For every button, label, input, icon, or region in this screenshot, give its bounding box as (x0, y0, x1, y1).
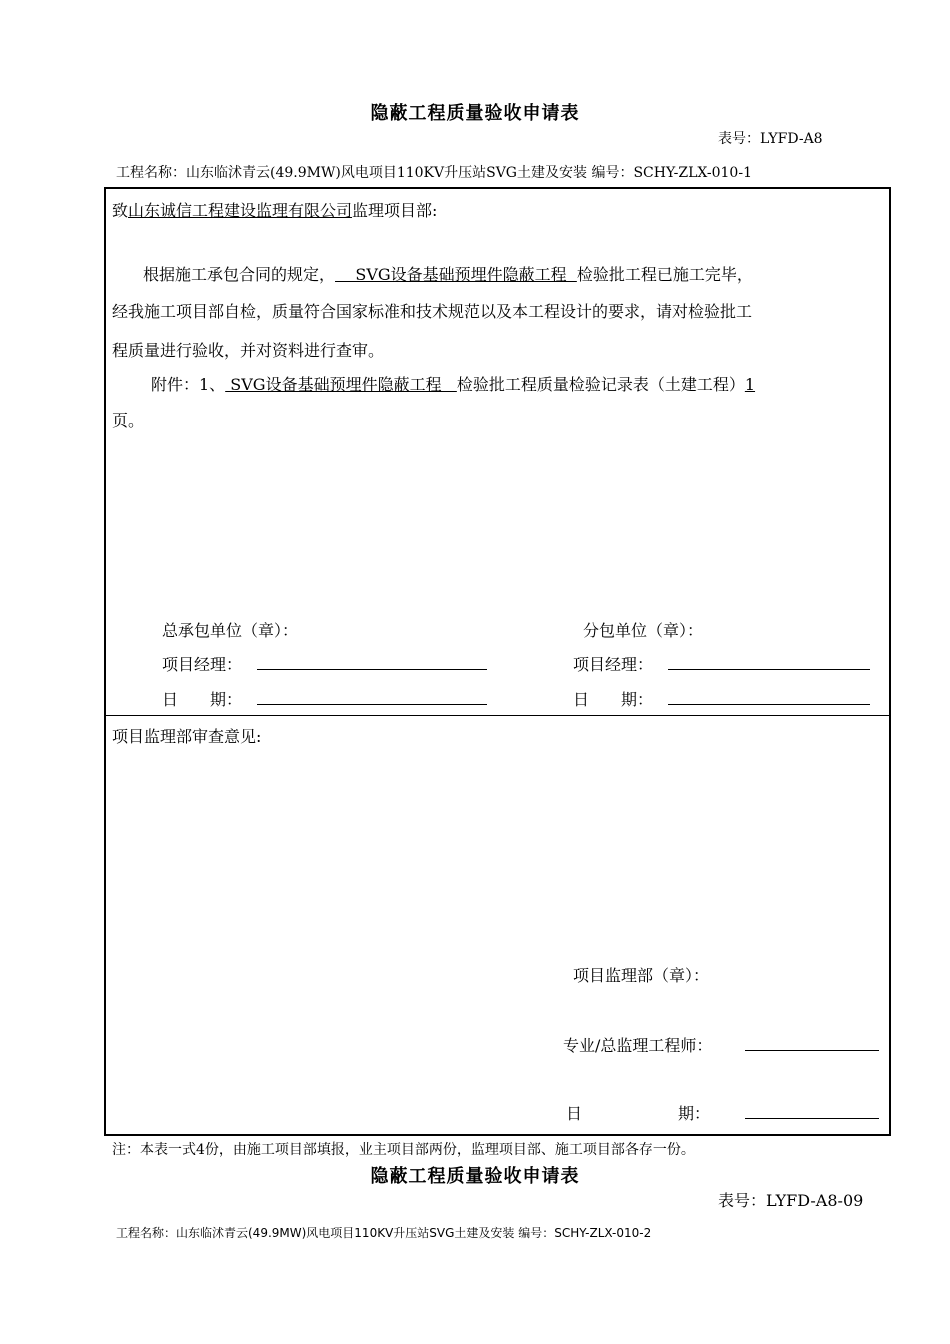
form2-title: 隐蔽工程质量验收申请表 (370, 1166, 580, 1187)
date-label-left: 日 期： (162, 690, 243, 709)
supervisor-company: 山东诚信工程建设监理有限公司 (128, 201, 353, 220)
addressee-line (112, 198, 437, 221)
paragraph-line-3: 程质量进行验收，并对资料进行查审。 (112, 341, 385, 360)
attachment-prefix: 附件：1、 (151, 375, 226, 394)
date-line-right[interactable] (668, 704, 870, 705)
date-label-right: 日 期： (573, 690, 654, 709)
para1-text-b: 检验批工程已施工完毕， (576, 265, 753, 284)
form-number: 表号：LYFD-A8 (718, 131, 823, 147)
form2-project-info-line: 工程名称：山东临沭青云(49.9MW)风电项目110KV升压站SVG土建及安装 编号：SCHY-ZLX-010-2 (116, 1226, 652, 1240)
attachment-record-name: 检验批工程质量检验记录表（土建工程） (456, 375, 745, 394)
pm-signature-line-right[interactable] (668, 669, 870, 670)
subcontractor-seal-label: 分包单位（章）： (583, 621, 704, 640)
general-contractor-seal-label: 总承包单位（章）： (162, 621, 299, 640)
pm-signature-line-left[interactable] (257, 669, 487, 670)
attachment-suffix: 页。 (112, 411, 145, 430)
chief-engineer-label: 专业/总监理工程师： (563, 1036, 713, 1055)
review-date-line[interactable] (745, 1118, 879, 1119)
addressee-suffix: 监理项目部: (352, 201, 438, 220)
pm-label-right: 项目经理： (573, 655, 654, 674)
form2-number: 表号：LYFD-A8-09 (718, 1191, 864, 1210)
paragraph-line-2: 经我施工项目部自检，质量符合国家标准和技术规范以及本工程设计的要求，请对检验批工 (112, 302, 753, 321)
chief-engineer-signature-line[interactable] (745, 1050, 879, 1051)
paragraph-line-1 (143, 258, 753, 291)
attachment-item-name: SVG设备基础预埋件隐蔽工程 (225, 375, 457, 394)
review-opinion-label: 项目监理部审查意见: (112, 727, 262, 746)
inspection-item-name: SVG设备基础预埋件隐蔽工程 (335, 265, 577, 284)
supervision-dept-seal-label: 项目监理部（章）： (573, 966, 710, 985)
project-info-line: 工程名称：山东临沭青云(49.9MW)风电项目110KV升压站SVG土建及安装 编号：SCHY-ZLX-010-1 (116, 165, 752, 181)
form-note: 注：本表一式4份，由施工项目部填报，业主项目部两份，监理项目部、施工项目部各存一份。 (112, 1142, 695, 1158)
date-line-left[interactable] (257, 704, 487, 705)
review-date-label: 日 期： (566, 1104, 711, 1123)
section-divider (105, 715, 890, 716)
pm-label-left: 项目经理： (162, 655, 243, 674)
attachment-page-count: 1 (744, 375, 756, 394)
attachment-line (151, 368, 755, 401)
para1-text-a: 根据施工承包合同的规定， (143, 265, 336, 284)
addressee-prefix: 致 (112, 201, 129, 220)
form-title: 隐蔽工程质量验收申请表 (370, 103, 580, 124)
